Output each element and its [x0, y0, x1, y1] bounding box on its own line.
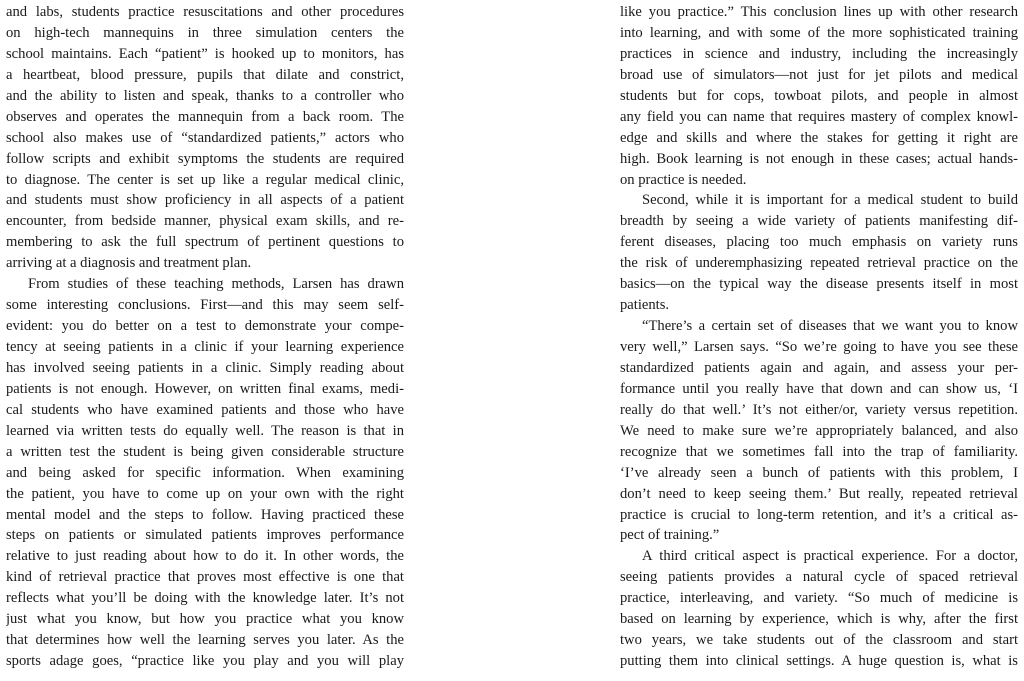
text-line: a heartbeat, blood pressure, pupils that dilate and constrict, [6, 66, 404, 83]
text-line: and being asked for specific information. When examining [6, 464, 404, 481]
text-line: just what you know, but how you practice what you know [6, 611, 404, 628]
text-line: has involved seeing patients in a clinic. Simply reading about [6, 359, 404, 376]
text-line: based on learning by experience, which is why, after the first [620, 611, 1018, 628]
text-line: tency at seeing patients in a clinic if your learning experience [6, 339, 404, 355]
text-line: “There’s a certain set of diseases that we want you to know [642, 318, 1018, 335]
text-line: We need to make sure we’re appropriately balanced, and also [620, 422, 1018, 439]
text-line: two years, we take students out of the classroom and start [620, 632, 1018, 649]
text-line: really do that well.’ It’s not either/or, variety versus repetition. [620, 401, 1018, 418]
text-line: kind of retrieval practice that proves most effective is one that [6, 569, 404, 586]
text-line: patients is not enough. However, on written final exams, medi- [6, 380, 404, 397]
text-line: on practice is needed. [620, 171, 747, 188]
text-line: seeing patients provides a natural cycle of spaced retrieval [620, 569, 1018, 586]
text-line: any field you can name that requires mastery of complex knowl- [620, 108, 1018, 125]
text-line: encounter, from bedside manner, physical exam skills, and re- [6, 213, 404, 230]
text-line: practice, interleaving, and variety. “So much of medicine is [620, 590, 1018, 607]
text-line: breadth by seeing a wide variety of patients manifesting dif- [620, 213, 1018, 230]
text-line: edge and skills and where the stakes for getting it right are [620, 129, 1018, 146]
left-page [6, 2, 404, 672]
text-line: relative to just reading about how to do it. In other words, the [6, 548, 404, 565]
text-line: school maintains. Each “patient” is hooked up to monitors, has [6, 45, 404, 62]
text-line: practice is crucial to long-term retention, and it’s a critical as- [620, 506, 1018, 523]
text-line: A third critical aspect is practical experience. For a doctor, [642, 548, 1018, 565]
text-line: and labs, students practice resuscitations and other procedures [6, 4, 404, 20]
text-line: into learning, and with some of the more sophisticated training [620, 24, 1018, 41]
text-line: school also makes use of “standardized patients,” actors who [6, 129, 404, 146]
text-line: some interesting conclusions. First—and this may seem self- [6, 297, 404, 314]
text-line: membering to ask the full spectrum of pertinent questions to [6, 234, 404, 251]
text-line: arriving at a diagnosis and treatment plan. [6, 255, 252, 272]
text-line: like you practice.” This conclusion lines up with other research [620, 4, 1018, 20]
text-line: and the ability to listen and speak, thanks to a controller who [6, 87, 404, 104]
text-line: broad use of simulators—not just for jet pilots and medical [620, 66, 1018, 83]
text-line: cal students who have examined patients and those who have [6, 401, 404, 418]
text-line: recognize that we sometimes fall into the trap of familiarity. [620, 443, 1018, 460]
text-line: pect of training.” [620, 527, 720, 544]
text-line: practices in science and industry, including the increasingly [620, 45, 1018, 62]
text-line: basics—on the typical way the disease presents itself in most [620, 276, 1018, 293]
text-line: the patient, you have to come up on your own with the right [6, 485, 404, 502]
text-line: to diagnose. The center is set up like a regular medical clinic, [6, 171, 404, 188]
right-page [620, 2, 1018, 672]
text-line: very well,” Larsen says. “So we’re going to have you see these [620, 339, 1018, 355]
text-line: don’t need to keep seeing them.’ But really, repeated retrieval [620, 485, 1018, 502]
text-line: that determines how well the learning serves you later. As the [6, 632, 404, 649]
text-line: on high-tech mannequins in three simulation centers the [6, 24, 404, 41]
text-line: evident: you do better on a test to demonstrate your compe- [6, 318, 404, 335]
text-line: sports adage goes, “practice like you play and you will play [6, 653, 404, 670]
text-line: standardized patients again and again, and assess your per- [620, 359, 1018, 376]
text-line: and students must show proficiency in all aspects of a patient [6, 192, 404, 209]
text-line: formance until you really have that down and can show us, ‘I [620, 380, 1018, 397]
text-line: Second, while it is important for a medical student to build [642, 192, 1018, 209]
text-line: follow scripts and exhibit symptoms the students are required [6, 150, 404, 167]
text-line: From studies of these teaching methods, Larsen has drawn [28, 276, 404, 293]
text-line: steps on patients or simulated patients improves performance [6, 527, 404, 544]
text-line: putting them into clinical settings. A huge question is, what is [620, 653, 1018, 670]
text-line: ‘I’ve already seen a bunch of patients with this problem, I [620, 464, 1018, 481]
text-line: the risk of underemphasizing repeated retrieval practice on the [620, 255, 1018, 272]
text-line: a written test the student is being given considerable structure [6, 443, 404, 460]
text-line: observes and operates the mannequin from a back room. The [6, 108, 404, 125]
text-line: mental model and the steps to follow. Having practiced these [6, 506, 404, 523]
text-line: ferent diseases, placing too much emphasis on variety runs [620, 234, 1018, 251]
text-line: patients. [620, 297, 670, 314]
text-line: learned via written tests do equally well. The reason is that in [6, 422, 404, 439]
text-line: high. Book learning is not enough in these cases; actual hands- [620, 150, 1018, 167]
text-line: students but for cops, towboat pilots, and people in almost [620, 87, 1018, 104]
text-line: reflects what you’ll be doing with the knowledge later. It’s not [6, 590, 404, 607]
